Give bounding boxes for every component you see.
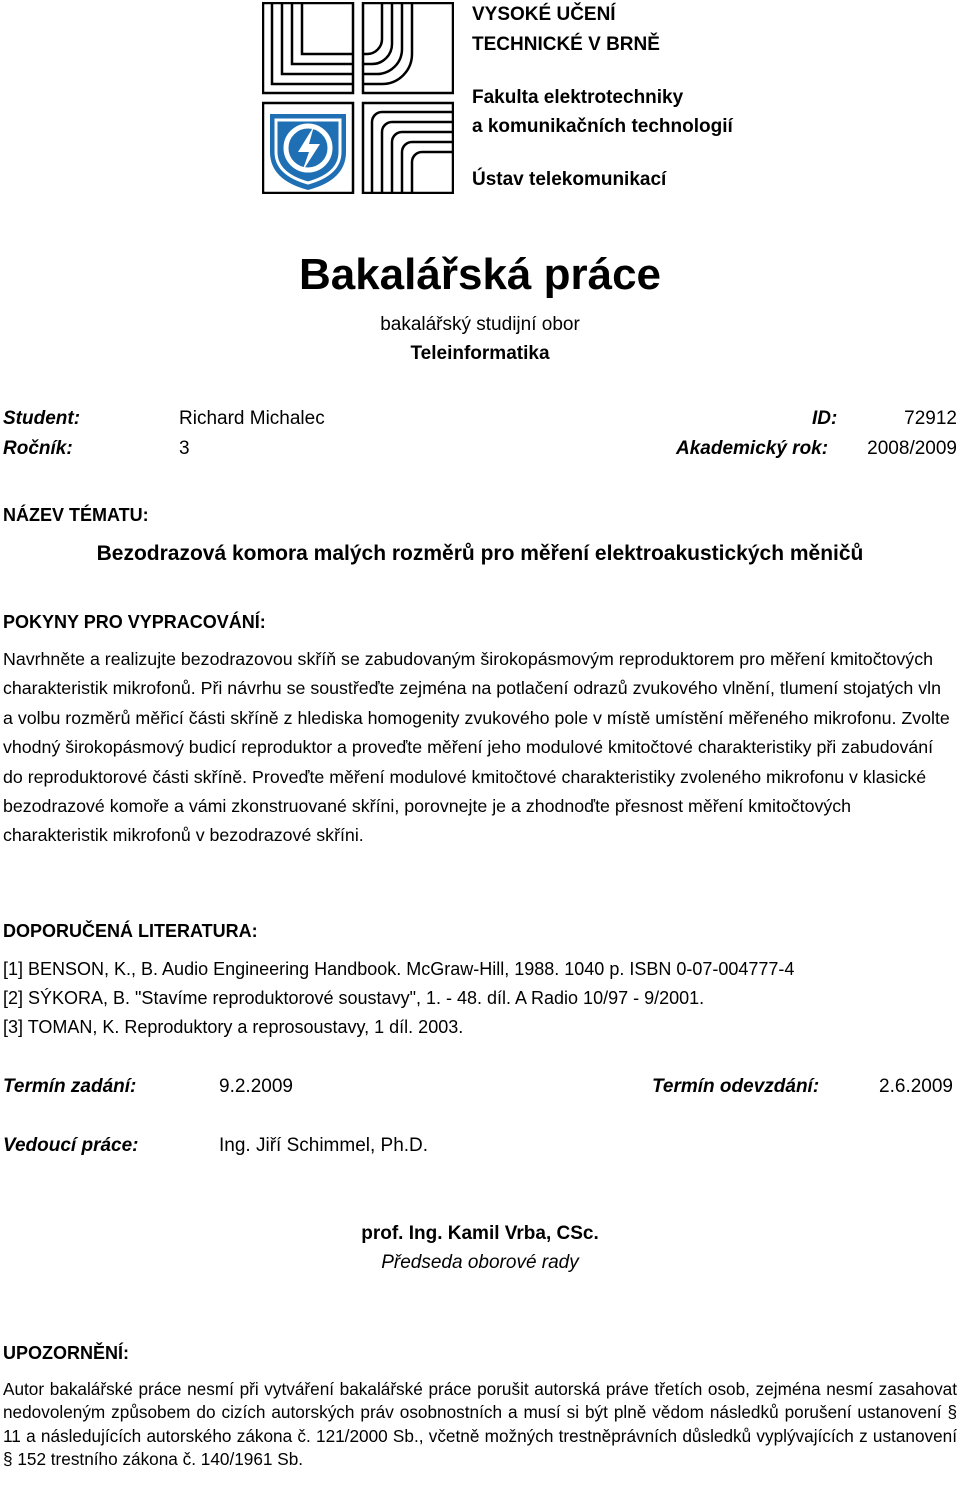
literature-label: DOPORUČENÁ LITERATURA:	[3, 921, 258, 941]
university-name-line2: TECHNICKÉ V BRNĚ	[472, 34, 660, 55]
warning-text: Autor bakalářské práce nesmí při vytváření bakalářské práce porušit autorská práve třetích osob, zejména nesmí zasahovat nedovoleným způsobem do cizích autorských práv osobnostních a musí si být plně vědom následků porušení ustanovení § 11 a následujících autorského zákona č. 121/2000 Sb., včetně možných trestněprávních důsledků vyplývajících z ustanovení § 152 trestního zákona č. 140/1961 Sb.	[3, 1379, 957, 1470]
chair-name: prof. Ing. Kamil Vrba, CSc.	[361, 1223, 599, 1244]
department-name: Ústav telekomunikací	[472, 169, 667, 190]
document-title: Bakalářská práce	[298, 250, 662, 299]
faculty-name-line2: a komunikačních technologií	[472, 116, 733, 137]
literature-item-3: [3] TOMAN, K. Reproduktory a reprosoustavy, 1 díl. 2003.	[3, 1017, 464, 1037]
university-logo	[262, 2, 454, 194]
year-label: Ročník:	[3, 438, 73, 459]
supervisor-name: Ing. Jiří Schimmel, Ph.D.	[219, 1135, 429, 1156]
due-date-value: 2.6.2009	[879, 1076, 953, 1097]
study-program: bakalářský studijní obor	[380, 314, 580, 335]
student-name: Richard Michalec	[179, 408, 325, 429]
instructions-label: POKYNY PRO VYPRACOVÁNÍ:	[3, 612, 266, 632]
topic-title: Bezodrazová komora malých rozměrů pro měření elektroakustických měničů	[96, 542, 864, 565]
university-name-line1: VYSOKÉ UČENÍ	[472, 4, 616, 25]
study-field: Teleinformatika	[410, 343, 550, 364]
faculty-name-line1: Fakulta elektrotechniky	[472, 87, 684, 108]
assigned-date-label: Termín zadání:	[3, 1076, 137, 1097]
topic-label: NÁZEV TÉMATU:	[3, 505, 149, 525]
id-label: ID:	[812, 408, 838, 429]
id-value: 72912	[904, 408, 957, 429]
due-date-label: Termín odevzdání:	[652, 1076, 820, 1097]
literature-item-1: [1] BENSON, K., B. Audio Engineering Handbook. McGraw-Hill, 1988. 1040 p. ISBN 0-07-004777-4	[3, 959, 795, 979]
literature-item-2: [2] SÝKORA, B. "Stavíme reproduktorové soustavy", 1. - 48. díl. A Radio 10/97 - 9/2001.	[3, 988, 705, 1008]
warning-label: UPOZORNĚNÍ:	[3, 1343, 129, 1363]
chair-role: Předseda oborové rady	[381, 1252, 579, 1273]
instructions-text: Navrhněte a realizujte bezodrazovou skříň se zabudovaným širokopásmovým reproduktorem pro měření kmitočtových charakteristik mikrofonů. Při návrhu se soustřeďte zejména na potlačení odrazů zvukového vlnění, tlumení stojatých vln a volbu rozměrů měřicí části skříně z hlediska homogenity zvukového pole v místě umístění měřeného mikrofonu. Zvolte vhodný širokopásmový budicí reproduktor a proveďte měření jeho modulové kmitočtové charakteristiky při zabudování do reproduktorové části skříně. Proveďte měření modulové kmitočtové charakteristiky zvoleného mikrofonu v klasické bezodrazové komoře a vámi zkonstruované skříni, porovnejte je a zhodnoďte přesnost měření kmitočtových charakteristik mikrofonů v bezodrazové skříni.	[3, 649, 950, 846]
academic-year-label: Akademický rok:	[676, 438, 829, 459]
supervisor-label: Vedoucí práce:	[3, 1135, 139, 1156]
student-label: Student:	[3, 408, 81, 429]
assigned-date-value: 9.2.2009	[219, 1076, 293, 1097]
academic-year-value: 2008/2009	[867, 438, 957, 459]
year-value: 3	[179, 438, 190, 459]
